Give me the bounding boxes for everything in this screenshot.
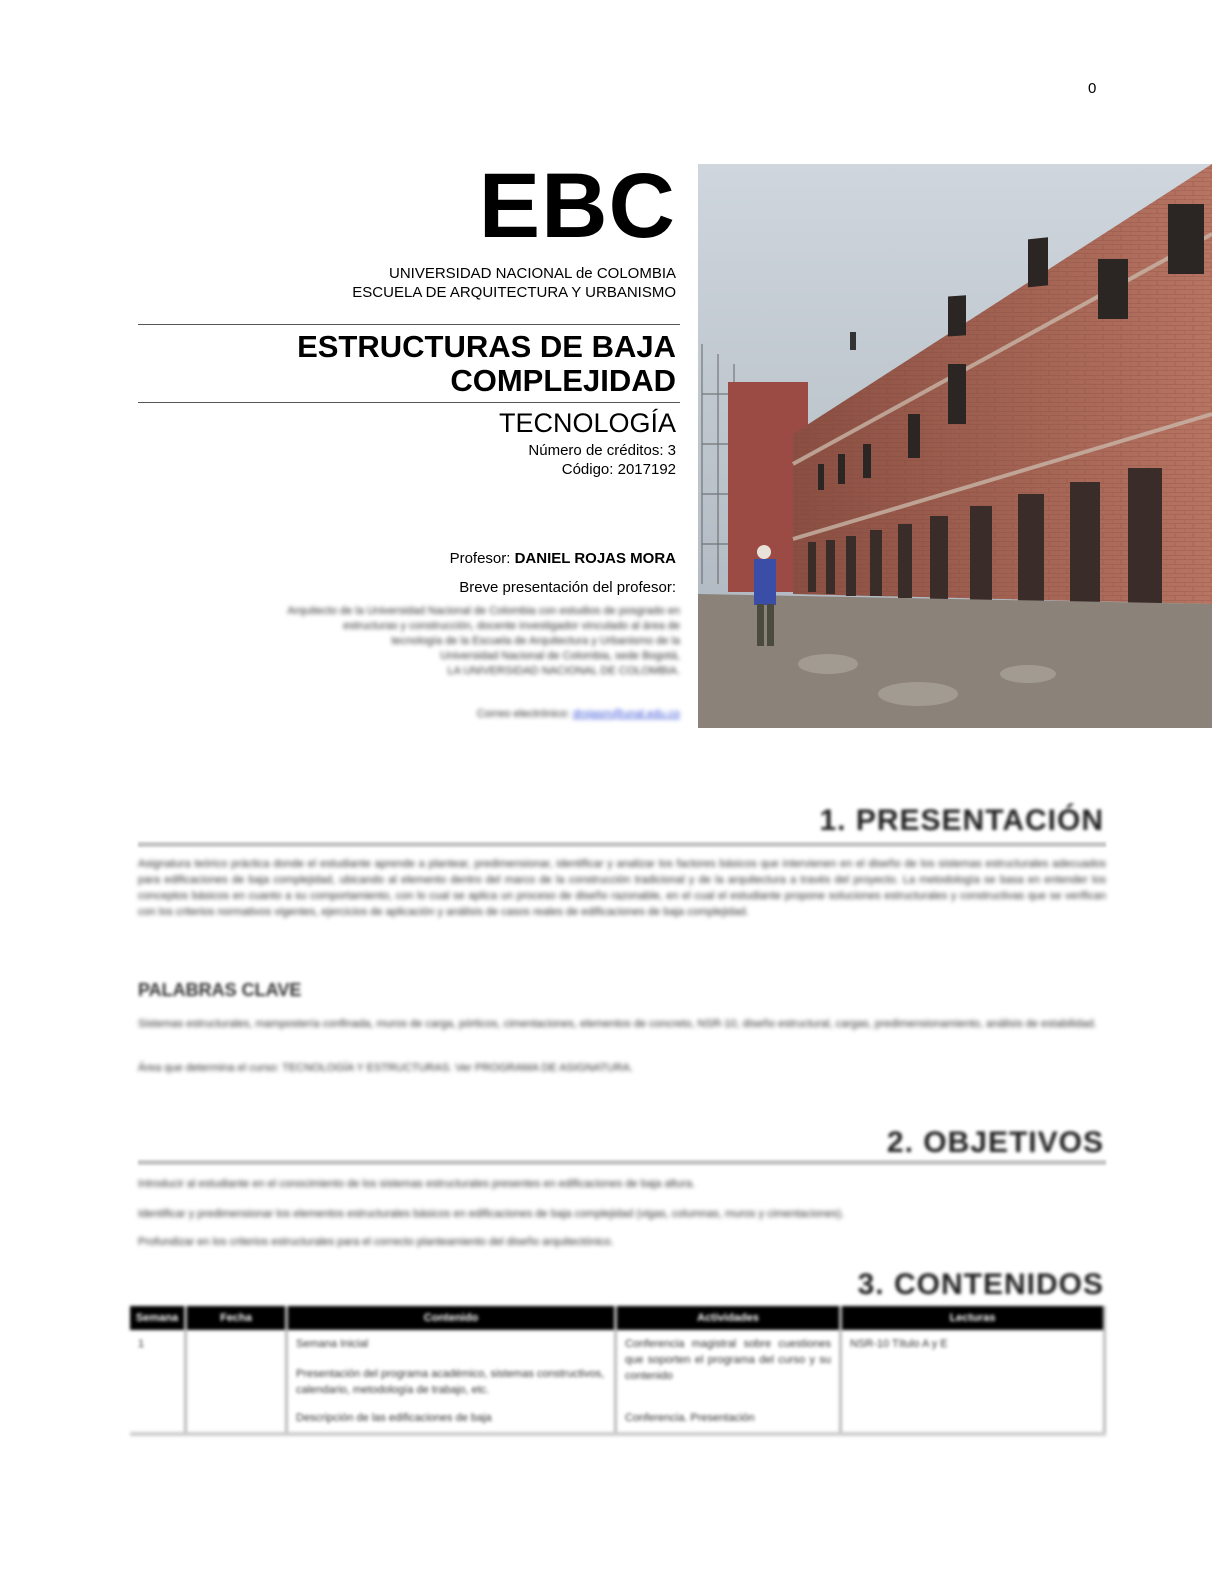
content-heading: Semana Inicial [296, 1338, 369, 1350]
contact-label: Correo electrónico: [476, 708, 573, 720]
professor-name: DANIEL ROJAS MORA [514, 550, 676, 567]
brand-logo-text: EBC [478, 155, 676, 257]
section-title-contenidos: 3. CONTENIDOS [857, 1268, 1104, 1301]
contents-table [130, 1306, 1106, 1436]
divider-top [138, 324, 680, 325]
table-header-cell: Contenido [287, 1306, 616, 1330]
table-row [130, 1404, 1105, 1434]
readings-cell [841, 1404, 1105, 1434]
professor-line [450, 550, 676, 567]
table-header-cell: Lecturas [841, 1306, 1105, 1330]
content-cell [287, 1330, 616, 1404]
bio-line: estructuras y construcción, docente investigador vinculado al área de [343, 620, 680, 632]
table-header-cell: Fecha [186, 1306, 287, 1330]
keywords-paragraph: Sistemas estructurales, mampostería confinada, muros de carga, pórticos, cimentaciones, elementos de concreto, NSR-10, diseño estructural, cargas, predimensionamiento, análisis de estabilidad. [138, 1018, 1097, 1030]
table-header-row [130, 1306, 1105, 1330]
content-text: Presentación del programa académico, sistemas constructivos, calendario, metodología de trabajo, etc. [296, 1368, 605, 1396]
objective-item: Profundizar en los criterios estructurales para el correcto planteamiento del diseño arquitectónico. [138, 1236, 614, 1248]
page-number: 0 [1088, 80, 1097, 97]
section-rule [138, 842, 1106, 847]
presentation-paragraph: Asignatura teórico práctica donde el estudiante aprende a plantear, predimensionar, identificar y analizar los factores básicos que intervienen en el diseño de los sistemas estructurales adecuados para edificaciones de baja complejidad, ubicando al elemento dentro del marco de la construcción tradicional y de la arquitectura a través del proyecto. La metodología se basa en entender los conceptos básicos en cuanto a su comportamiento, con lo cual se aplica un proceso de diseño razonable, en el cual el estudiante propone soluciones estructurales y constructivas que se verifican con los criterios normativos vigentes, ejercicios de aplicación y análisis de casos reales de edificaciones de baja complejidad. [138, 858, 1106, 918]
university-name: UNIVERSIDAD NACIONAL de COLOMBIA [388, 265, 676, 282]
course-title [297, 330, 676, 398]
table-row [130, 1330, 1105, 1404]
professor-label: Profesor: [449, 550, 515, 567]
date-cell [186, 1404, 287, 1434]
activities-cell: Conferencia magistral sobre cuestiones que soporten el programa del curso y su contenido [616, 1330, 841, 1404]
bio-line: Universidad Nacional de Colombia, sede Bogotá, [440, 650, 680, 662]
section-rule [138, 1160, 1106, 1165]
course-area: TECNOLOGÍA [498, 408, 676, 438]
keywords-note: Área que determina el curso: TECNOLOGÍA Y ESTRUCTURAS. Ver PROGRAMA DE ASIGNATURA. [138, 1062, 633, 1074]
objective-item: Introducir al estudiante en el conocimiento de los sistemas estructurales presentes en edificaciones de baja altura. [138, 1178, 696, 1190]
institution-block [352, 264, 676, 302]
course-meta [528, 441, 676, 479]
bio-line: Arquitecto de la Universidad Nacional de Colombia con estudios de posgrado en [287, 605, 680, 617]
objective-item: Identificar y predimensionar los elementos estructurales básicos en edificaciones de baja complejidad (vigas, columnas, muros y cimentaciones). [138, 1208, 845, 1220]
professor-bio [160, 604, 680, 679]
contact-line [477, 708, 680, 720]
credits: Número de créditos: 3 [528, 442, 676, 459]
course-code: Código: 2017192 [561, 461, 676, 478]
section-title-presentacion: 1. PRESENTACIÓN [819, 804, 1104, 837]
week-cell [130, 1404, 186, 1434]
school-name: ESCUELA DE ARQUITECTURA Y URBANISMO [352, 284, 676, 301]
course-title-line2: COMPLEJIDAD [450, 363, 676, 398]
activities-cell: Conferencia. Presentación [616, 1404, 841, 1434]
professor-intro: Breve presentación del profesor: [459, 579, 676, 596]
bio-line: LA UNIVERSIDAD NACIONAL DE COLOMBIA. [447, 665, 680, 677]
divider-bottom [138, 402, 680, 403]
bio-line: tecnología de la Escuela de Arquitectura y Urbanismo de la [391, 635, 680, 647]
content-cell: Descripción de las edificaciones de baja [287, 1404, 616, 1434]
table-header-cell: Actividades [616, 1306, 841, 1330]
date-cell [186, 1330, 287, 1404]
contact-email-link[interactable]: drojasm@unal.edu.co [572, 708, 680, 720]
readings-cell: NSR-10 Título A y E [841, 1330, 1105, 1404]
keywords-heading: PALABRAS CLAVE [138, 980, 302, 1000]
construction-site-photo [698, 164, 1212, 728]
table-header-cell: Semana [130, 1306, 186, 1330]
week-cell: 1 [130, 1330, 186, 1404]
section-title-objetivos: 2. OBJETIVOS [886, 1126, 1104, 1159]
course-title-line1: ESTRUCTURAS DE BAJA [297, 329, 676, 364]
